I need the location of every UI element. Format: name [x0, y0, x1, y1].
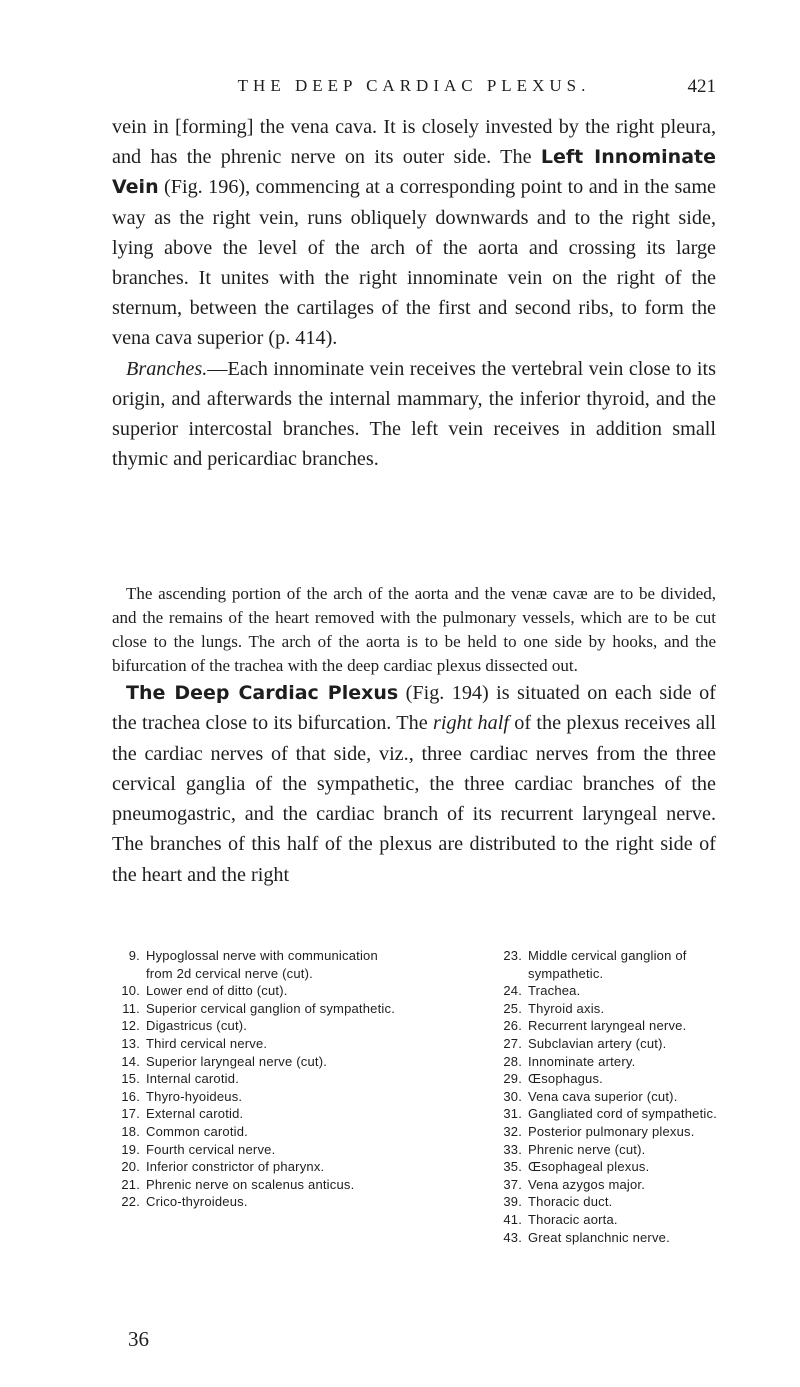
legend-item: 21. Phrenic nerve on scalenus anticus.	[121, 1176, 355, 1192]
legend-item: 16. Thyro-hyoideus.	[121, 1088, 243, 1104]
legend-item: 23. Middle cervical ganglion of sympathetic.	[503, 948, 687, 981]
legend-item: 27. Subclavian artery (cut).	[503, 1035, 667, 1051]
dissection-note: The ascending portion of the arch of the aorta and the venæ cavæ are to be divided, and the remains of the heart removed with the pulmonary vessels, which are to be cut close to the lungs. The arch of the aorta is to be held to one side by hooks, and the bifurcation of the trachea with the deep cardiac plexus dissected out.	[112, 584, 716, 675]
legend-item: 18. Common carotid.	[121, 1123, 248, 1139]
figure-legend-right	[494, 947, 764, 1246]
paragraph-deep-cardiac-plexus: The Deep Cardiac Plexus (Fig. 194) is situated on each side of the trachea close to its bifurcation. The right half of the plexus receives all the cardiac nerves of that side, viz., three cardiac nerves from the three cervical ganglia of the sympathetic, the three cardiac branches of the pneumogastric, and the cardiac branch of its recurrent laryngeal nerve. The branches of this half of the plexus are distributed to the right side of the heart and the right	[112, 682, 716, 886]
legend-item: 33. Phrenic nerve (cut).	[503, 1141, 646, 1157]
legend-item: 17. External carotid.	[121, 1106, 244, 1122]
paragraph-branches: Branches.—Each innominate vein receives the vertebral vein close to its origin, and afterwards the internal mammary, the inferior thyroid, and the superior intercostal branches. The left vein receives in addition small thymic and pericardiac branches.	[112, 357, 716, 471]
legend-item: 15. Internal carotid.	[121, 1071, 240, 1087]
running-header	[112, 76, 716, 98]
legend-item: 14. Superior laryngeal nerve (cut).	[121, 1053, 328, 1069]
legend-item: 12. Digastricus (cut).	[121, 1018, 248, 1034]
legend-item: 29. Œsophagus.	[503, 1071, 603, 1087]
legend-item: 13. Third cervical nerve.	[121, 1035, 268, 1051]
legend-item: 11. Superior cervical ganglion of sympathetic.	[122, 1000, 396, 1016]
legend-item: 20. Inferior constrictor of pharynx.	[121, 1159, 325, 1175]
legend-item: 28. Innominate artery.	[503, 1053, 636, 1069]
legend-item: 35. Œsophageal plexus.	[503, 1159, 650, 1175]
figure-legend-left	[112, 947, 402, 1211]
legend-item: 43. Great splanchnic nerve.	[503, 1229, 670, 1245]
main-text	[112, 112, 716, 474]
legend-item: 26. Recurrent laryngeal nerve.	[503, 1018, 687, 1034]
legend-item: 30. Vena cava superior (cut).	[503, 1088, 678, 1104]
heading-deep-cardiac-plexus: The Deep Cardiac Plexus	[126, 682, 399, 704]
legend-item: 22. Crico-thyroideus.	[121, 1194, 248, 1210]
legend-item: 24. Trachea.	[503, 983, 581, 999]
legend-item: 9. Hypoglossal nerve with communication from 2d cervical nerve (cut).	[128, 948, 378, 981]
legend-item: 25. Thyroid axis.	[503, 1000, 605, 1016]
legend-item: 41. Thoracic aorta.	[503, 1211, 618, 1227]
plate-number: 36	[128, 1327, 149, 1351]
legend-item: 32. Posterior pulmonary plexus.	[503, 1123, 695, 1139]
legend-item: 37. Vena azygos major.	[503, 1176, 646, 1192]
running-title: THE DEEP CARDIAC PLEXUS.	[237, 76, 591, 95]
legend-item: 31. Gangliated cord of sympathetic.	[503, 1106, 718, 1122]
legend-item: 39. Thoracic duct.	[503, 1194, 613, 1210]
legend-item: 10. Lower end of ditto (cut).	[121, 983, 288, 999]
heading-left-innominate-vein: Left Innominate Vein	[112, 146, 716, 199]
paragraph-left-innominate: vein in [forming] the vena cava. It is closely invested by the right pleura, and has the phrenic nerve on its outer side. The Left Innominate Vein (Fig. 196), commencing at a corresponding point to and in the same way as the right vein, runs obliquely downwards and to the right side, lying above the level of the arch of the aorta and crossing its large branches. It unites with the right innominate vein on the right of the sternum, between the cartilages of the first and second ribs, to form the vena cava superior (p. 414).	[112, 116, 716, 350]
legend-item: 19. Fourth cervical nerve.	[121, 1141, 276, 1157]
page-number: 421	[687, 76, 716, 97]
heading-branches: Branches.	[126, 357, 208, 380]
